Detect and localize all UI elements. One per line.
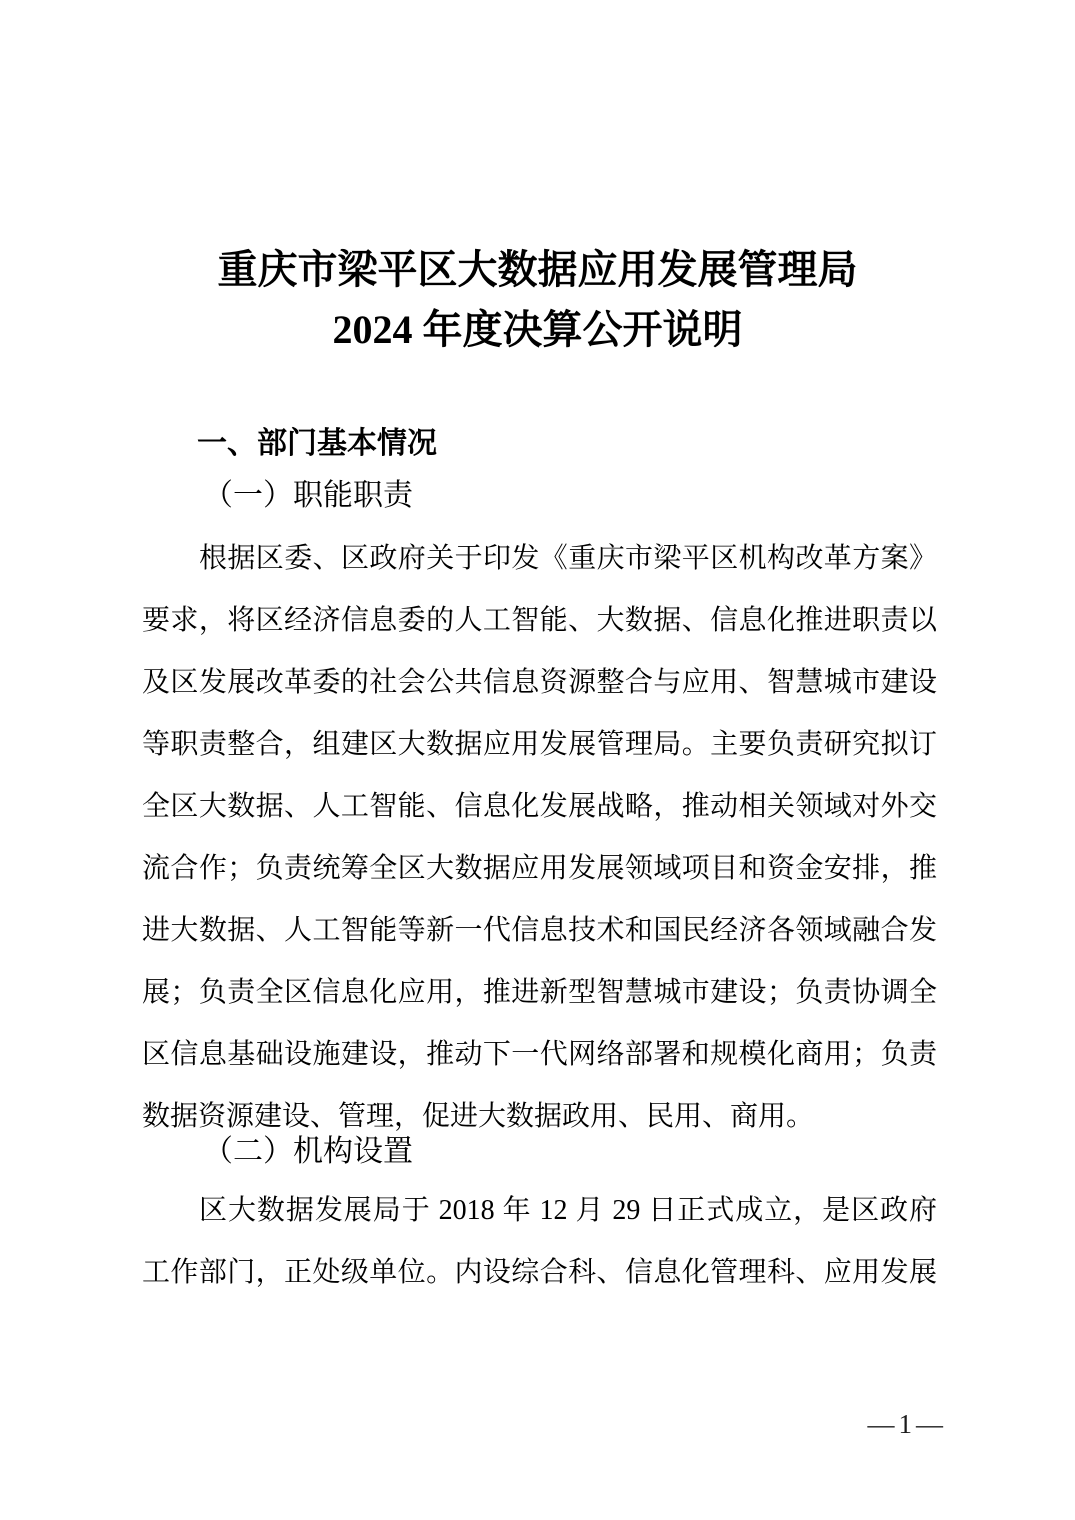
body-text-line: 进大数据、人工智能等新一代信息技术和国民经济各领域融合发	[142, 915, 937, 946]
paragraph-org	[142, 1180, 937, 1304]
body-text-line: 全区大数据、人工智能、信息化发展战略，推动相关领域对外交	[142, 791, 937, 822]
page-number: —1—	[867, 1409, 947, 1439]
subsection-heading-org: （二）机构设置	[203, 1135, 413, 1168]
document-title	[0, 240, 1075, 360]
document-title-line2: 2024 年度决算公开说明	[332, 307, 743, 352]
body-text-line: 要求，将区经济信息委的人工智能、大数据、信息化推进职责以	[142, 605, 937, 636]
paragraph-duties	[142, 528, 937, 1148]
section-heading-basic-info: 一、部门基本情况	[197, 427, 437, 460]
document-title-line1: 重庆市梁平区大数据应用发展管理局	[217, 247, 858, 292]
body-text-line: 根据区委、区政府关于印发《重庆市梁平区机构改革方案》	[199, 543, 937, 574]
body-text-line: 工作部门，正处级单位。内设综合科、信息化管理科、应用发展	[142, 1257, 937, 1288]
body-text-line: 区大数据发展局于 2018 年 12 月 29 日正式成立，是区政府	[199, 1195, 937, 1226]
body-text-line: 流合作；负责统筹全区大数据应用发展领域项目和资金安排，推	[142, 853, 937, 884]
subsection-heading-duties: （一）职能职责	[203, 479, 413, 512]
body-text-line: 展；负责全区信息化应用，推进新型智慧城市建设；负责协调全	[142, 977, 937, 1008]
body-text-line: 区信息基础设施建设，推动下一代网络部署和规模化商用；负责	[142, 1039, 937, 1070]
body-text-line: 及区发展改革委的社会公共信息资源整合与应用、智慧城市建设	[142, 667, 937, 698]
body-text-line: 数据资源建设、管理，促进大数据政用、民用、商用。	[142, 1101, 815, 1132]
body-text-line: 等职责整合，组建区大数据应用发展管理局。主要负责研究拟订	[142, 729, 937, 760]
